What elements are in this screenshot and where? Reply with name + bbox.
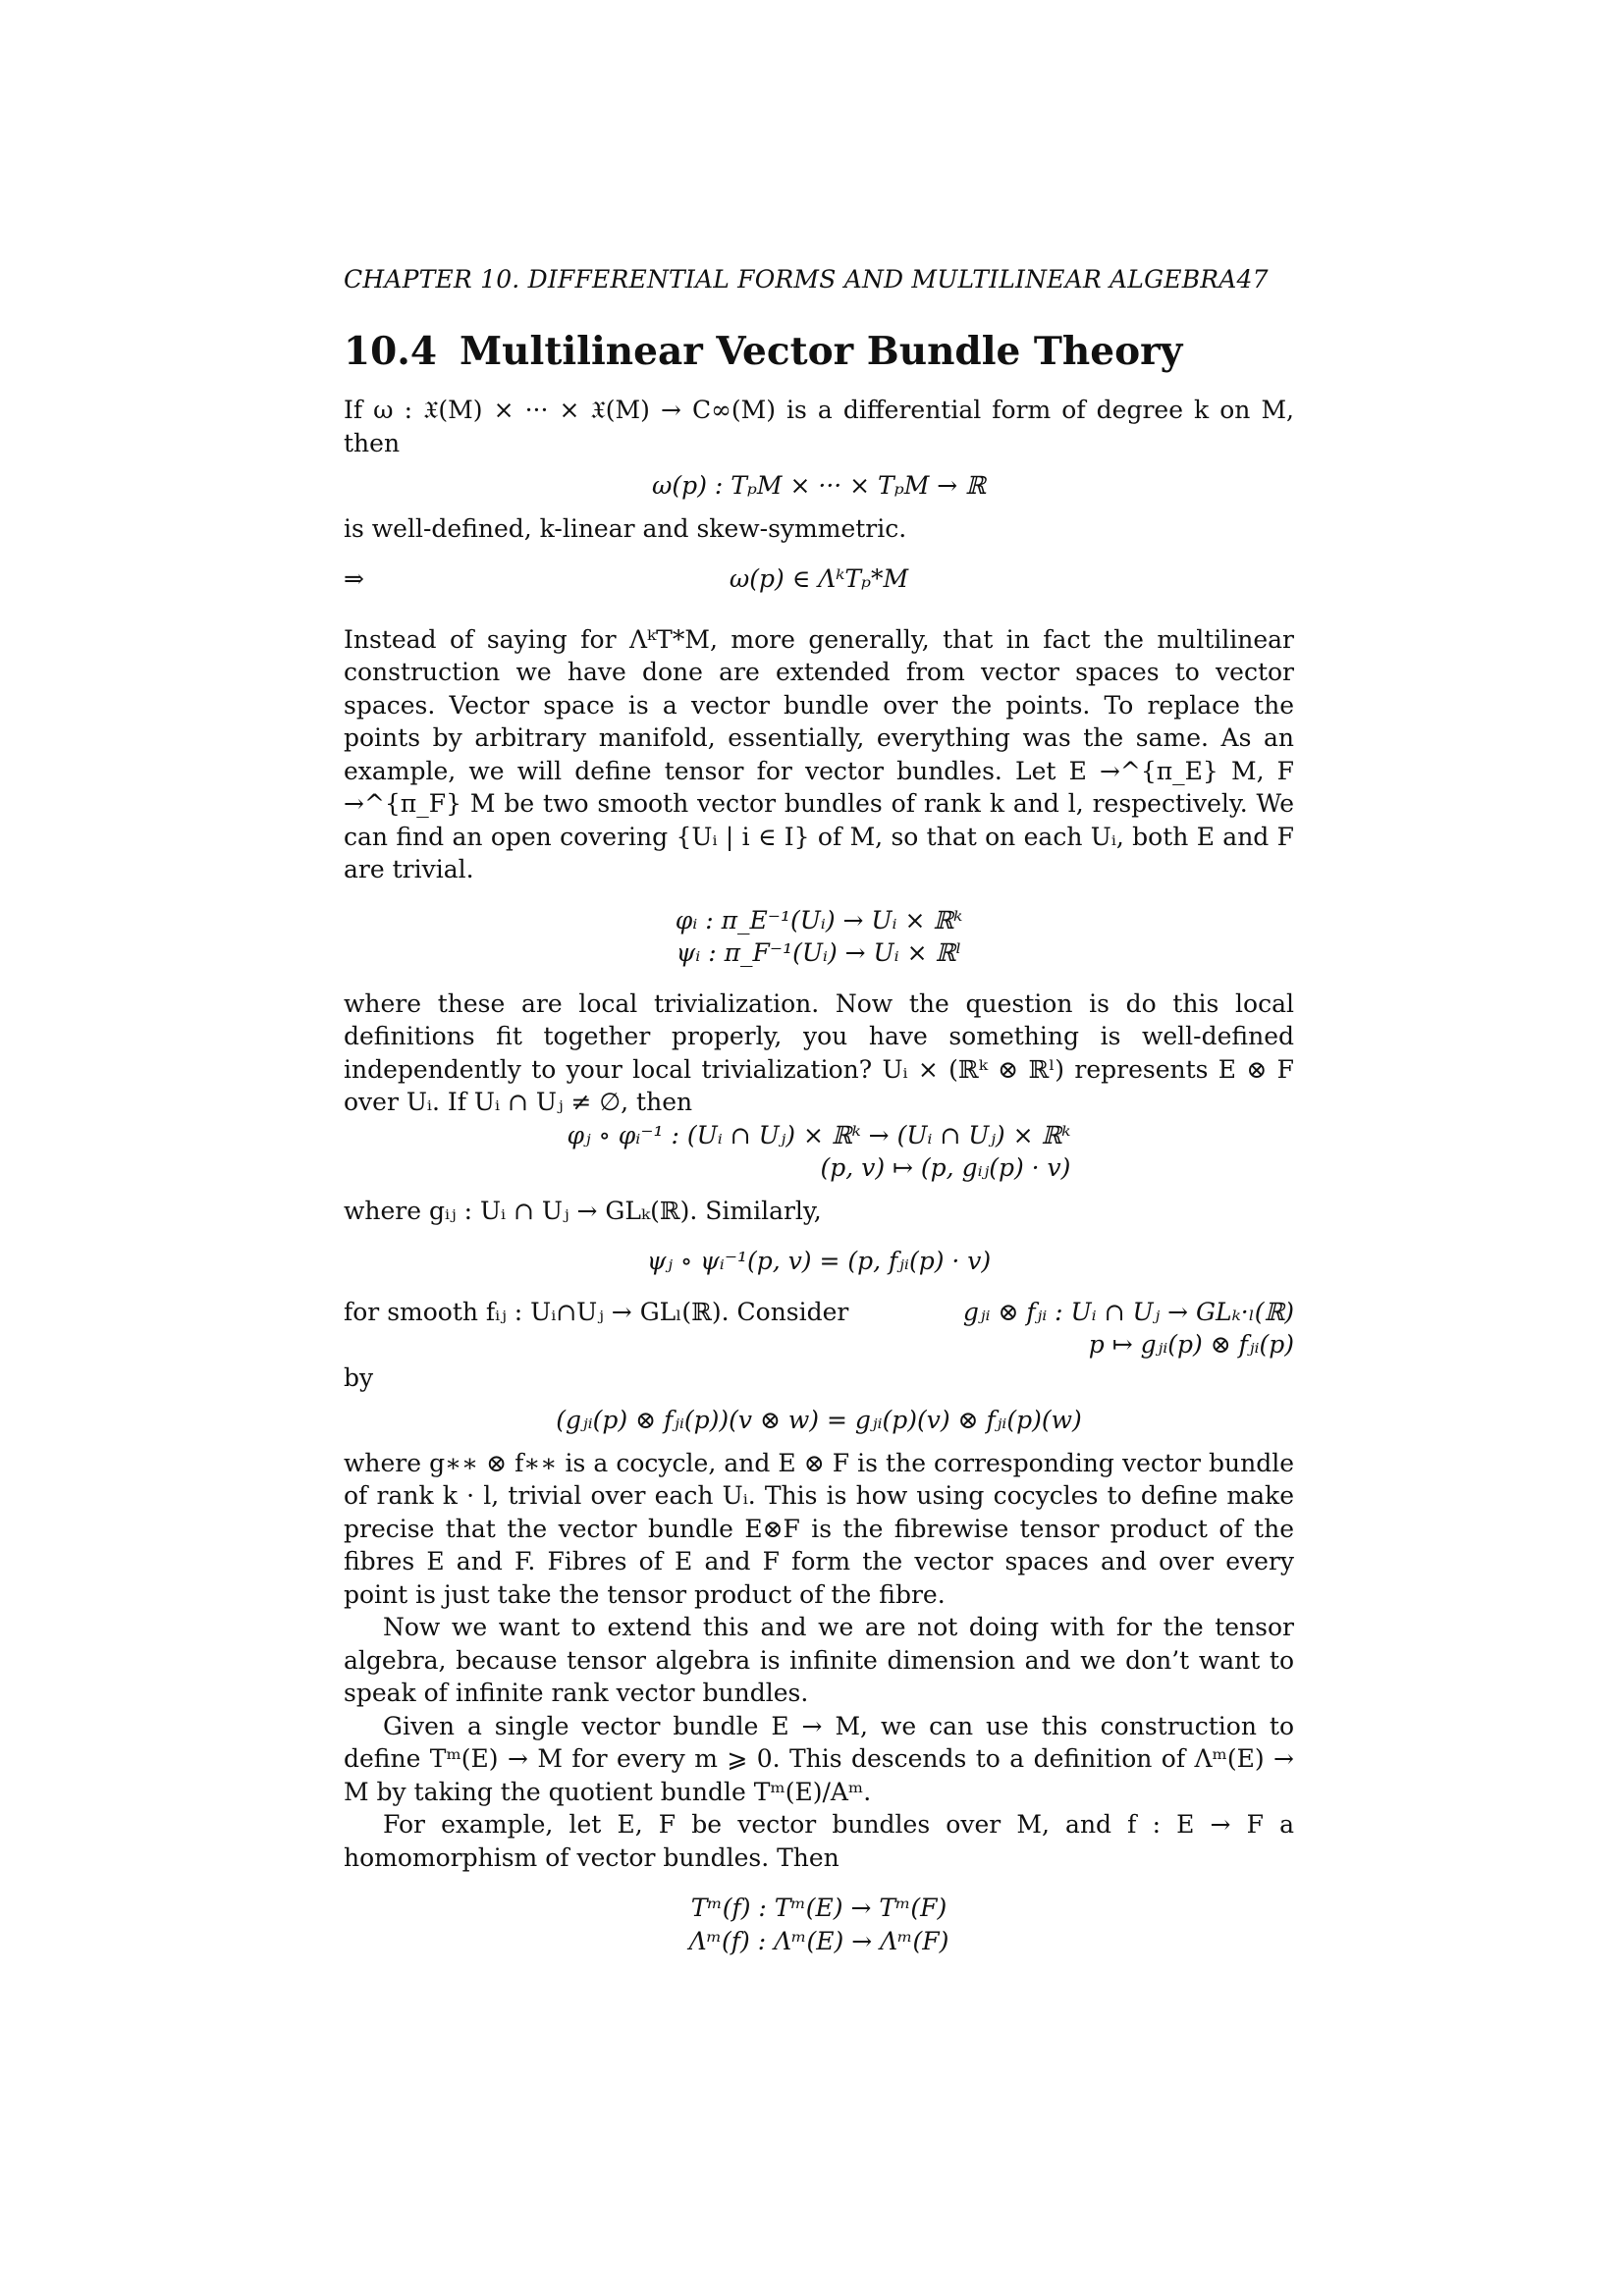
equation-5: ψⱼ ∘ ψᵢ⁻¹(p, v) = (p, fⱼᵢ(p) · v) [646, 1247, 992, 1275]
equation-7-line-1: Tᵐ(f) : Tᵐ(E) → Tᵐ(F) [690, 1894, 947, 1922]
equation-4-line-2: (p, v) ↦ (p, gᵢⱼ(p) · v) [820, 1153, 1071, 1182]
equation-7-line-2: Λᵐ(f) : Λᵐ(E) → Λᵐ(F) [688, 1926, 949, 1955]
equation-3-line-2: ψᵢ : π_F⁻¹(Uᵢ) → Uᵢ × ℝˡ [676, 938, 962, 967]
equation-4 [344, 1119, 1294, 1185]
paragraph-6 [344, 1296, 1294, 1329]
page [344, 265, 1294, 1957]
equation-1: ω(p) : TₚM × ··· × TₚM → ℝ [652, 471, 986, 500]
paragraph-8: where g∗∗ ⊗ f∗∗ is a cocycle, and E ⊗ F is the corresponding vector bundle of rank k · l, trivial over each Uᵢ. This is how using cocycles to define make precise that the vector bundle E⊗F is the fibrewise tensor product of the fibres E and F. Fibres of E and F form the vector spaces and over every point is just take the tensor product of the fibre. [344, 1448, 1294, 1609]
implies-symbol: ⇒ [344, 564, 364, 593]
paragraph-9: Now we want to extend this and we are not doing with for the tensor algebra, because tensor algebra is infinite dimension and we don’t want to speak of infinite rank vector bundles. [344, 1613, 1294, 1707]
paragraph-5: where gᵢⱼ : Uᵢ ∩ Uⱼ → GLₖ(ℝ). Similarly, [344, 1196, 822, 1225]
paragraph-7: by [344, 1362, 374, 1392]
paragraph-4: where these are local trivialization. Now the question is do this local definitions fit together properly, you have something is well-defined independently to your local trivialization? Uᵢ × (ℝᵏ ⊗ ℝˡ) represents E ⊗ F over Uᵢ. If Uᵢ ∩ Uⱼ ≠ ∅, then [344, 988, 1294, 1116]
equation-3 [344, 904, 1294, 970]
equation-4-line-1: φⱼ ∘ φᵢ⁻¹ : (Uᵢ ∩ Uⱼ) × ℝᵏ → (Uᵢ ∩ Uⱼ) × ℝᵏ [567, 1120, 1071, 1149]
paragraph-1: If ω : 𝔛(M) × ··· × 𝔛(M) → C∞(M) is a differential form of degree k on M, then [344, 396, 1294, 457]
section-number: 10.4 [344, 329, 437, 374]
equation-7 [344, 1892, 1294, 1957]
paragraph-6-map: p ↦ gⱼᵢ(p) ⊗ fⱼᵢ(p) [1088, 1330, 1294, 1359]
paragraph-2: is well-defined, k-linear and skew-symmetric. [344, 513, 907, 543]
equation-2-row [344, 562, 1294, 596]
section-title: Multilinear Vector Bundle Theory [460, 329, 1183, 374]
paragraph-6-right: gⱼᵢ ⊗ fⱼᵢ : Uᵢ ∩ Uⱼ → GLₖ·ₗ(ℝ) [962, 1297, 1294, 1326]
equation-6: (gⱼᵢ(p) ⊗ fⱼᵢ(p))(v ⊗ w) = gⱼᵢ(p)(v) ⊗ fⱼᵢ(p)(w) [556, 1406, 1082, 1434]
running-head: CHAPTER 10. DIFFERENTIAL FORMS AND MULTILINEAR ALGEBRA47 [344, 265, 1269, 294]
equation-2: ω(p) ∈ ΛᵏTₚ*M [729, 564, 909, 593]
paragraph-11: For example, let E, F be vector bundles over M, and f : E → F a homomorphism of vector bundles. Then [344, 1810, 1294, 1872]
paragraph-3: Instead of saying for ΛᵏT*M, more generally, that in fact the multilinear construction we have done are extended from vector spaces to vector spaces. Vector space is a vector bundle over the points. To replace the points by arbitrary manifold, essentially, everything was the same. As an example, we will define tensor for vector bundles. Let E →^{π_E} M, F →^{π_F} M be two smooth vector bundles of rank k and l, respectively. We can find an open covering {Uᵢ | i ∈ I} of M, so that on each Uᵢ, both E and F are trivial. [344, 624, 1294, 883]
equation-3-line-1: φᵢ : π_E⁻¹(Uᵢ) → Uᵢ × ℝᵏ [675, 905, 963, 934]
paragraph-6-left: for smooth fᵢⱼ : Uᵢ∩Uⱼ → GLₗ(ℝ). Consider [344, 1297, 849, 1326]
paragraph-10: Given a single vector bundle E → M, we can use this construction to define Tᵐ(E) → M for every m ⩾ 0. This descends to a definition of Λᵐ(E) → M by taking the quotient bundle Tᵐ(E)/Aᵐ. [344, 1711, 1294, 1806]
section-heading [344, 329, 1294, 374]
